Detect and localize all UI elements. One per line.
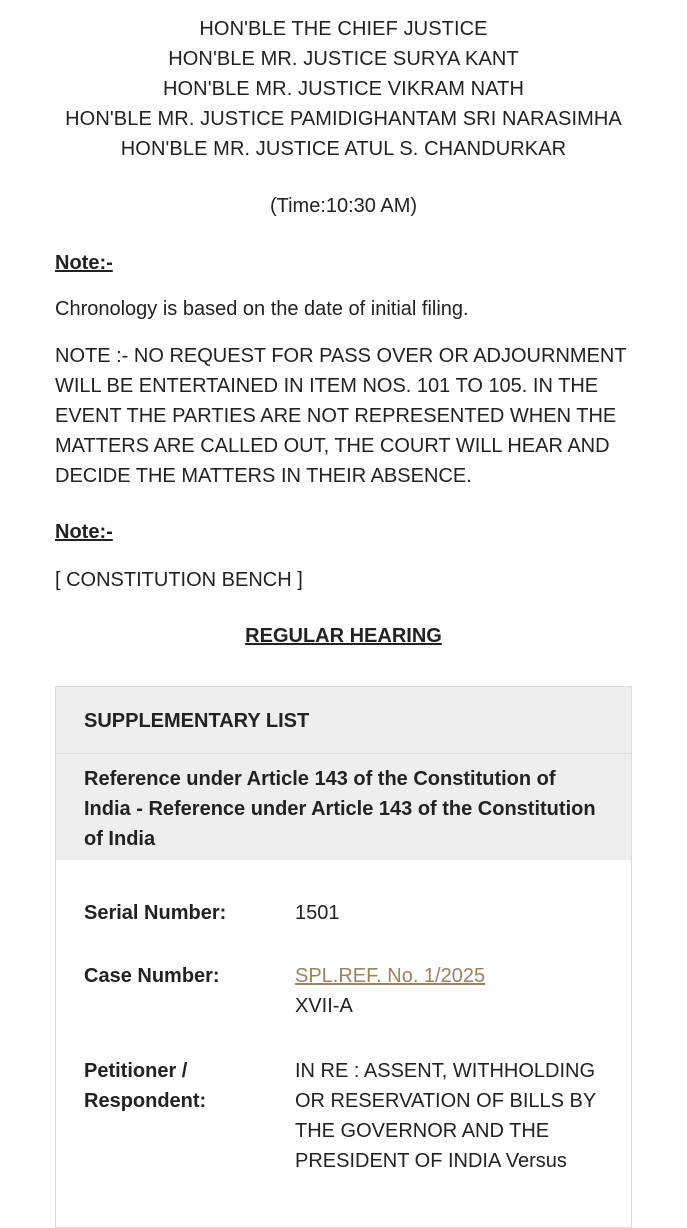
judge-line: HON'BLE MR. JUSTICE PAMIDIGHANTAM SRI NARASIMHA [65, 108, 622, 130]
adjournment-note: NOTE :- NO REQUEST FOR PASS OVER OR ADJOURNMENT WILL BE ENTERTAINED IN ITEM NOS. 101 TO 105. IN THE EVENT THE PARTIES ARE NOT REPRESENTED WHEN THE MATTERS ARE CALLED OUT, THE COURT WILL HEAR AND DECIDE THE MATTERS IN THEIR ABSENCE. [55, 345, 627, 487]
header-divider [56, 753, 631, 754]
note-heading: Note:- [55, 252, 113, 274]
case-category: XVII-A [295, 995, 353, 1017]
serial-label: Serial Number: [84, 902, 227, 924]
note-heading-2: Note:- [55, 521, 113, 543]
judge-line: HON'BLE THE CHIEF JUSTICE [199, 18, 488, 40]
judge-line: HON'BLE MR. JUSTICE SURYA KANT [168, 48, 519, 70]
hearing-type-heading: REGULAR HEARING [245, 625, 442, 647]
judge-line: HON'BLE MR. JUSTICE ATUL S. CHANDURKAR [120, 138, 567, 160]
case-value [295, 961, 605, 1021]
case-card [55, 686, 632, 1228]
serial-value: 1501 [295, 902, 340, 924]
case-number-link[interactable]: SPL.REF. No. 1/2025 [295, 965, 486, 987]
judge-line: HON'BLE MR. JUSTICE VIKRAM NATH [162, 78, 525, 100]
bench-judges [0, 14, 687, 164]
chronology-note: Chronology is based on the date of initial filing. [55, 298, 469, 320]
list-title: SUPPLEMENTARY LIST [84, 710, 310, 732]
case-card-header [56, 687, 631, 860]
case-label: Case Number: [84, 965, 220, 987]
party-value: IN RE : ASSENT, WITHHOLDING OR RESERVATION OF BILLS BY THE GOVERNOR AND THE PRESIDENT OF INDIA Versus [295, 1060, 596, 1172]
case-subject: Reference under Article 143 of the Constitution of India - Reference under Article 143 of the Constitution of India [84, 768, 596, 850]
party-label: Petitioner / Respondent: [84, 1060, 207, 1112]
bench-type: [ CONSTITUTION BENCH ] [55, 569, 303, 591]
hearing-time: (Time:10:30 AM) [269, 195, 418, 217]
